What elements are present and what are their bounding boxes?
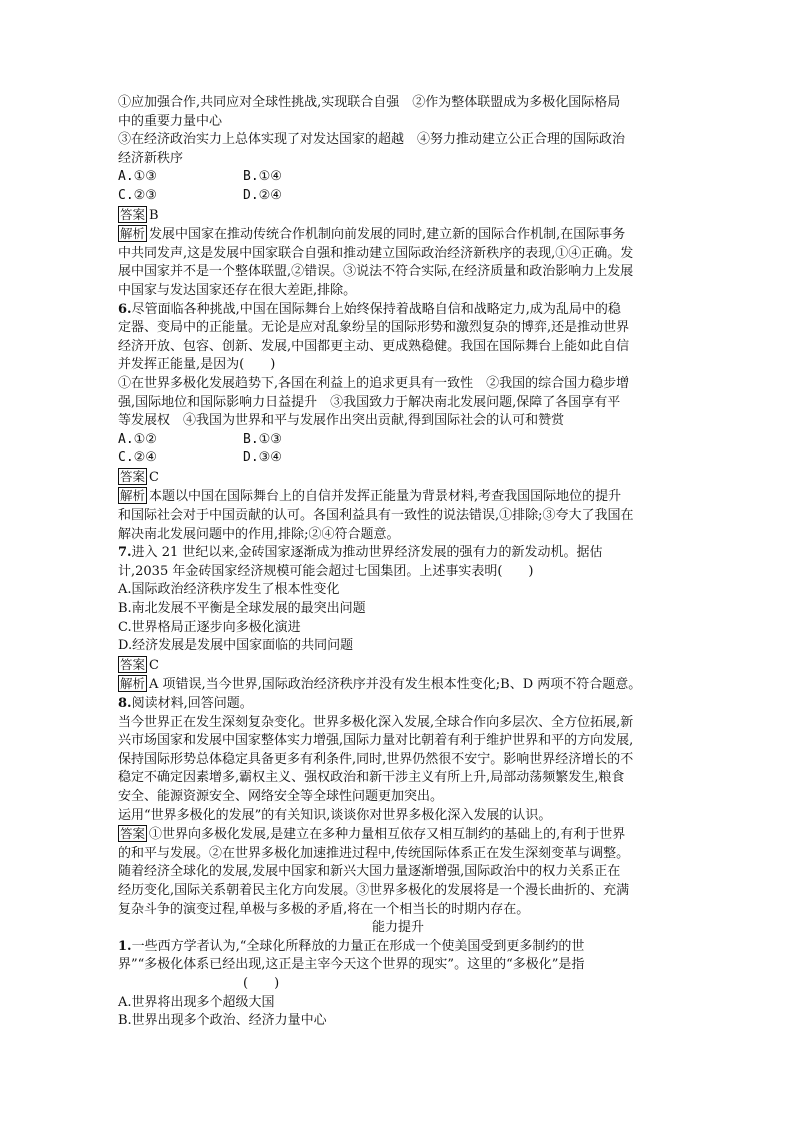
q5-answer [118, 206, 678, 226]
p1-choice-a: A.世界将出现多个超级大国 [118, 994, 275, 1010]
q7-choice-b: B.南北发展不平衡是全球发展的最突出问题 [118, 601, 366, 617]
q6-choice-c: C.②④ [118, 450, 157, 466]
analysis-text: A 项错误,当今世界,国际政治经济秩序并没有发生根本性变化;B、D 两项不符合题意。 [149, 677, 642, 693]
answer-blank: ( ) [243, 975, 280, 991]
answer-tag: 答案 [120, 826, 146, 842]
document-page [118, 94, 678, 1031]
section-heading: 能力提升 [371, 920, 424, 936]
q8-material: 当今世界正在发生深刻复杂变化。世界多极化深入发展,全球合作向多层次、全方位拓展,新 [118, 714, 634, 730]
q5-option-line: ③在经济政治实力上总体实现了对发达国家的超越 ④努力推动建立公正合理的国际政治 [118, 132, 626, 148]
q6-choices-row [118, 431, 678, 450]
question-text: 进入 21 世纪以来,金砖国家逐渐成为推动世界经济发展的强有力的新发动机。据估 [131, 545, 603, 561]
answer-text: ①世界向多极化发展,是建立在多种力量相互依存又相互制约的基础上的,有利于世界 [149, 827, 626, 843]
q5-choice-c: C.②③ [118, 187, 157, 203]
question-number: 6. [118, 301, 132, 317]
question-text: 一些西方学者认为,“全球化所释放的力量正在形成一个使美国受到更多制约的世 [131, 938, 585, 954]
q5-choices-row [118, 168, 678, 187]
q6-choice-b: B.①③ [243, 431, 282, 447]
answer-tag: 答案 [120, 468, 146, 484]
q6-choice-a: A.①② [118, 431, 157, 447]
q5-option-line: 经济新秩序 [118, 150, 184, 166]
q7-stem [118, 544, 678, 563]
q5-choices-row [118, 187, 678, 206]
analysis-tag: 解析 [120, 226, 146, 242]
answer-tag: 答案 [120, 206, 146, 222]
q8-stem [118, 695, 678, 714]
analysis-text: 解决南北发展问题中的作用,排除;②④符合题意。 [118, 526, 400, 542]
question-text: 界”“多极化体系已经出现,这正是主宰今天这个世界的现实”。这里的“多极化”是指 [118, 957, 585, 973]
answer-value: C [149, 657, 159, 673]
q7-choice-a: A.国际政治经济秩序发生了根本性变化 [118, 582, 340, 598]
q6-option-line: ①在世界多极化发展趋势下,各国在利益上的追求更具有一致性 ②我国的综合国力稳步增 [118, 375, 630, 391]
q5-option-line: 中的重要力量中心 [118, 113, 223, 129]
analysis-text: 和国际社会对于中国贡献的认可。各国利益具有一致性的说法错误,①排除;③夸大了我国在 [118, 508, 634, 524]
question-number: 1. [118, 938, 132, 954]
q7-answer [118, 656, 678, 676]
question-text: 计,2035 年金砖国家经济规模可能会超过七国集团。上述事实表明( ) [118, 563, 534, 579]
q5-option-line: ①应加强合作,共同应对全球性挑战,实现联合自强 ②作为整体联盟成为多极化国际格局 [118, 95, 621, 110]
analysis-tag: 解析 [120, 676, 146, 692]
answer-text: 的和平与发展。②在世界多极化加速推进过程中,传统国际体系正在发生深刻变革与调整。 [118, 845, 630, 861]
analysis-text: 中国家与发达国家还存在很大差距,排除。 [118, 282, 357, 298]
analysis-text: 中共同发声,这是发展中国家联合自强和推动建立国际政治经济新秩序的表现,①④正确。发 [118, 245, 634, 261]
p1-choice-b: B.世界出现多个政治、经济力量中心 [118, 1013, 327, 1029]
question-text: 经济开放、包容、创新、发展,中国都更主动、更成熟稳健。我国在国际舞台上能如此自信 [118, 338, 630, 354]
q6-choices-row [118, 449, 678, 468]
q8-prompt: 运用“世界多极化的发展”的有关知识,谈谈你对世界多极化深入发展的认识。 [118, 807, 552, 823]
question-number: 7. [118, 545, 132, 561]
answer-value: C [149, 469, 159, 485]
q8-material: 保持国际形势总体稳定具备更多有利条件,同时,世界仍然很不安宁。影响世界经济增长的不 [118, 751, 634, 767]
analysis-text: 本题以中国在国际舞台上的自信并发挥正能量为背景材料,考查我国国际地位的提升 [149, 489, 622, 505]
q6-analysis [118, 487, 678, 507]
q5-choice-b: B.①④ [243, 169, 282, 185]
q8-material: 兴市场国家和发展中国家整体实力增强,国际力量对比朝着有利于维护世界和平的方向发展, [118, 733, 634, 749]
q6-answer [118, 468, 678, 488]
answer-text: 随着经济全球化的发展,发展中国家和新兴大国力量逐渐增强,国际政治中的权力关系正在 [118, 864, 621, 880]
q6-option-line: 强,国际地位和国际影响力日益提升 ③我国致力于解决南北发展问题,保障了各国享有平 [118, 394, 621, 410]
answer-value: B [149, 207, 159, 223]
question-text: 并发挥正能量,是因为( ) [118, 357, 276, 373]
q5-analysis [118, 225, 678, 245]
q5-choice-a: A.①③ [118, 169, 157, 185]
q7-analysis [118, 675, 678, 695]
q7-choice-c: C.世界格局正逐步向多极化演进 [118, 619, 301, 635]
q8-answer [118, 825, 678, 845]
q6-stem [118, 301, 678, 320]
answer-tag: 答案 [120, 656, 146, 672]
question-text: 阅读材料,回答问题。 [131, 696, 253, 711]
q6-choice-d: D.③④ [243, 450, 282, 466]
analysis-text: 发展中国家在推动传统合作机制向前发展的同时,建立新的国际合作机制,在国际事务 [149, 227, 626, 243]
q8-material: 稳定不确定因素增多,霸权主义、强权政治和新干涉主义有所上升,局部动荡频繁发生,粮食 [118, 770, 625, 786]
analysis-tag: 解析 [120, 488, 146, 504]
question-number: 8. [118, 696, 132, 711]
p1-stem [118, 938, 678, 957]
answer-text: 复杂斗争的演变过程,单极与多极的矛盾,将在一个相当长的时期内存在。 [118, 901, 530, 917]
answer-text: 经历变化,国际关系朝着民主化方向发展。③世界多极化的发展将是一个漫长曲折的、充满 [118, 882, 630, 898]
q8-material: 安全、能源资源安全、网络安全等全球性问题更加突出。 [118, 788, 444, 804]
question-text: 定器、变局中的正能量。无论是应对乱象纷呈的国际形势和激烈复杂的博弈,还是推动世界 [118, 320, 630, 336]
analysis-text: 展中国家并不是一个整体联盟,②错误。③说法不符合实际,在经济质量和政治影响力上发展 [118, 264, 634, 280]
q5-choice-d: D.②④ [243, 187, 282, 203]
q7-choice-d: D.经济发展是发展中国家面临的共同问题 [118, 638, 354, 654]
question-text: 尽管面临各种挑战,中国在国际舞台上始终保持着战略自信和战略定力,成为乱局中的稳 [131, 301, 621, 317]
q6-option-line: 等发展权 ④我国为世界和平与发展作出突出贡献,得到国际社会的认可和赞赏 [118, 413, 565, 429]
